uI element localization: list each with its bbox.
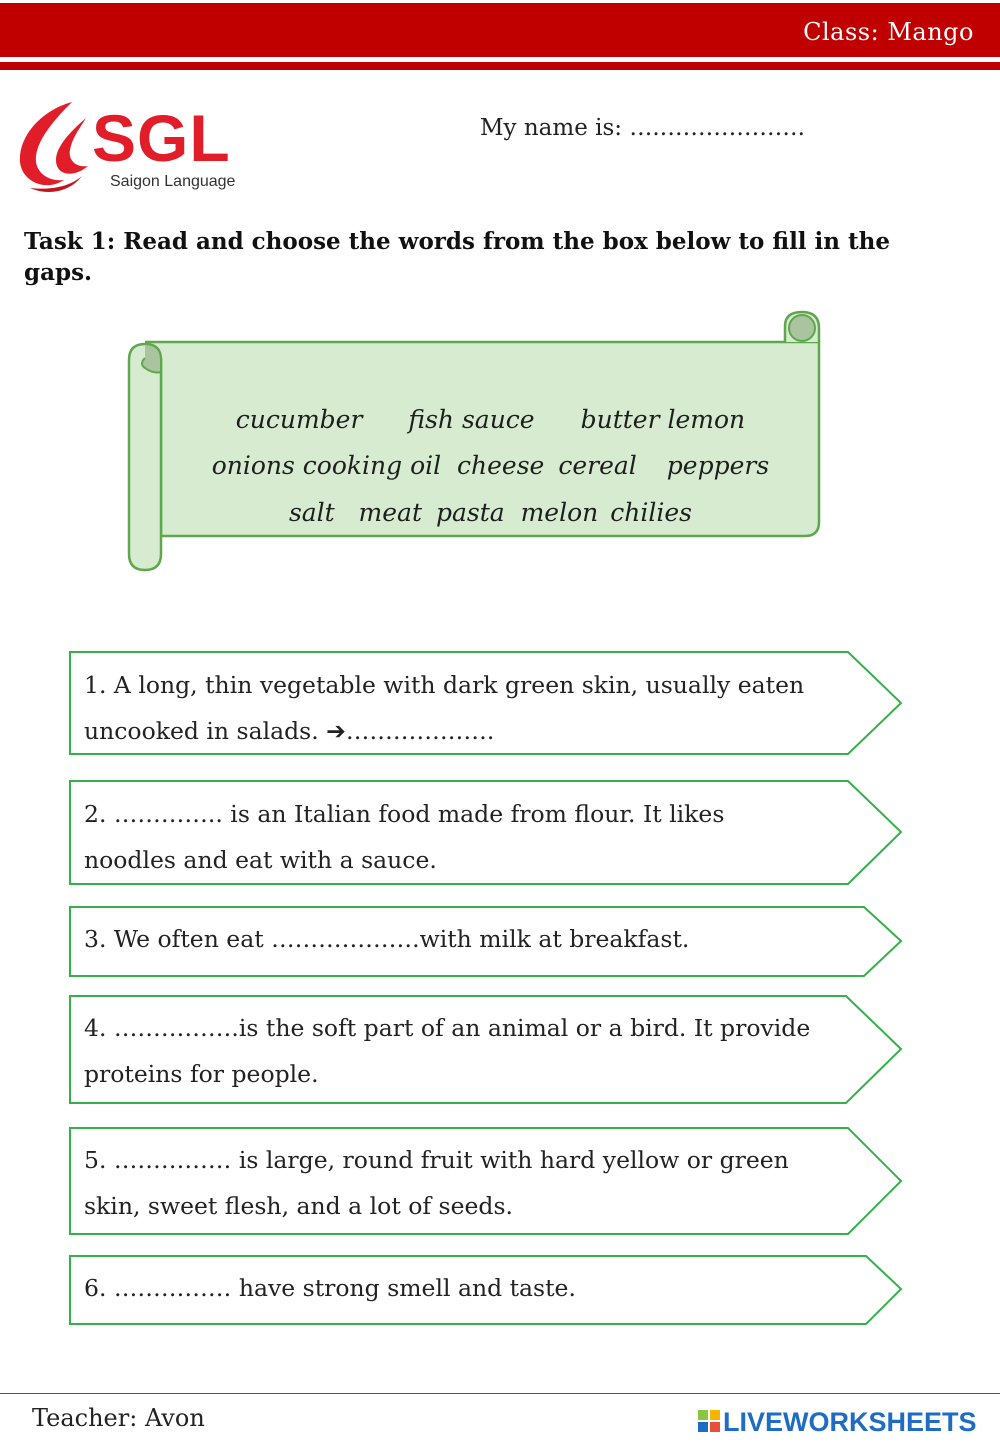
question-5-line-1: 5. …………… is large, round fruit with hard yellow or green [84,1146,789,1174]
word-item: onions cooking oil cheese [211,451,545,480]
word-item: chilies [610,498,692,527]
liveworksheets-watermark: LIVEWORKSHEETS [723,1407,977,1437]
question-4[interactable] [84,1005,864,1097]
word-item: salt meat [288,498,423,527]
question-6-line-1: 6. …………… have strong smell and taste. [84,1274,576,1302]
question-2[interactable] [84,791,864,883]
header-rule [0,62,1000,70]
word-item: peppers [666,451,770,480]
footer-rule [0,1393,1000,1394]
question-1[interactable] [84,662,864,754]
word-item: fish sauce [408,405,535,434]
question-4-line-2: proteins for people. [84,1060,319,1088]
word-item: cucumber [235,405,363,434]
question-3[interactable] [84,916,864,962]
question-4-line-1: 4. …………….is the soft part of an animal or a bird. It provide [84,1014,811,1042]
liveworksheets-logo-icon [698,1410,722,1434]
question-5[interactable] [84,1137,864,1229]
logo-subtitle: Saigon Language [110,173,236,190]
task-title: Task 1: Read and choose the words from the box below to fill in the gaps. [24,228,890,286]
teacher-label: Teacher: Avon [32,1404,205,1432]
logo-brand: SGL [92,101,231,175]
word-item: pasta melon [436,498,599,527]
question-3-line-1: 3. We often eat ……………….with milk at breakfast. [84,925,690,953]
question-5-line-2: skin, sweet flesh, and a lot of seeds. [84,1192,513,1220]
student-name-field[interactable]: My name is: ….………………. [480,115,805,141]
question-6[interactable] [84,1265,864,1311]
word-item: cereal [558,451,637,480]
word-row-3 [160,469,805,527]
question-2-line-2: noodles and eat with a sauce. [84,846,437,874]
question-1-line-2: uncooked in salads. ➔………………. [84,717,495,745]
question-2-line-1: 2. ………….. is an Italian food made from flour. It likes [84,800,725,828]
question-1-line-1: 1. A long, thin vegetable with dark green skin, usually eaten [84,671,805,699]
word-item: butter lemon [580,405,746,434]
class-label: Class: Mango [803,18,974,46]
